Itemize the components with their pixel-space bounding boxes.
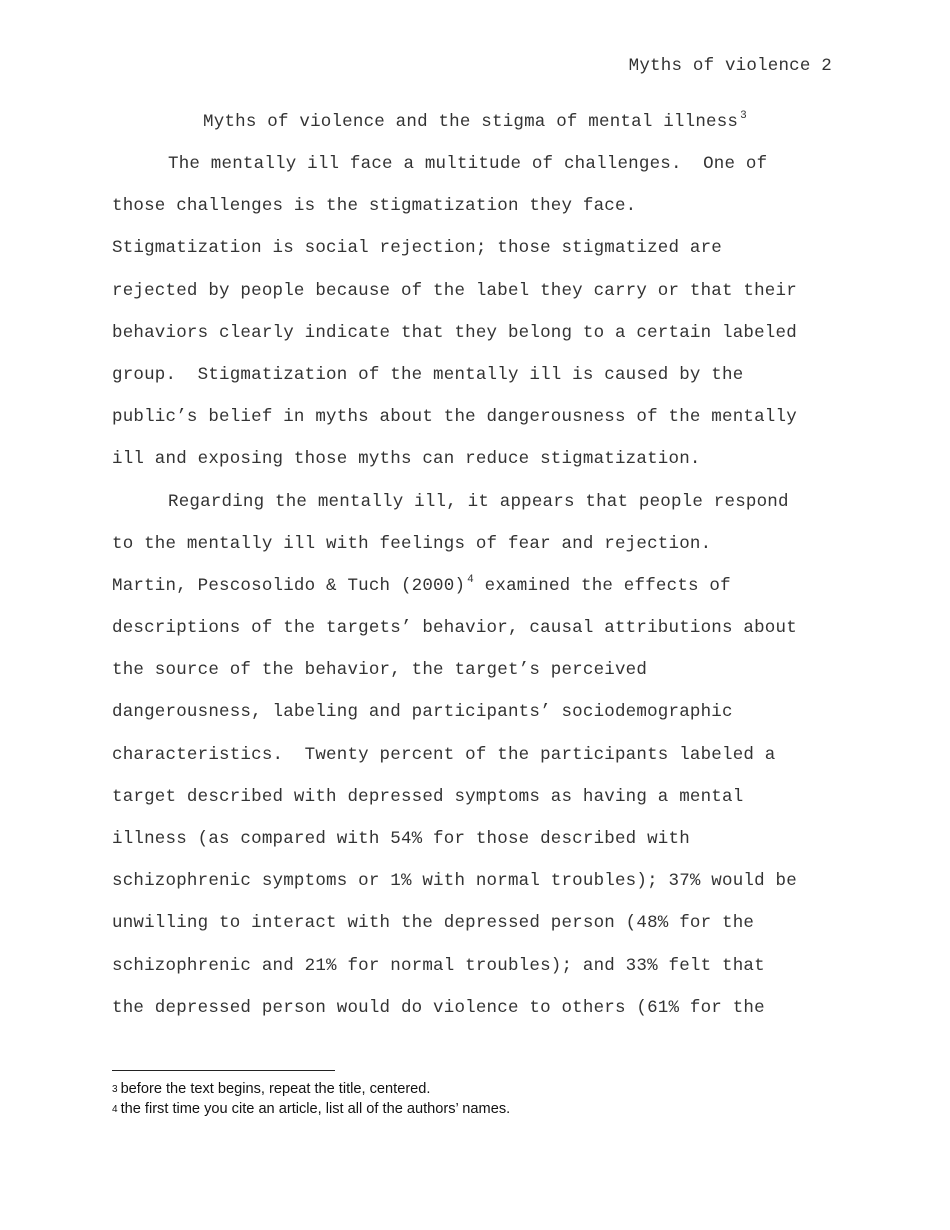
footnote-separator bbox=[112, 1070, 335, 1071]
running-head: Myths of violence 2 bbox=[628, 56, 832, 76]
text-line: group. Stigmatization of the mentally ill is caused by the bbox=[112, 364, 744, 385]
paragraph-2 bbox=[112, 481, 842, 1029]
paper-title bbox=[0, 110, 950, 134]
text-line: to the mentally ill with feelings of fear and rejection. bbox=[112, 533, 712, 554]
text-line: the depressed person would do violence to others (61% for the bbox=[112, 997, 765, 1018]
citation-continuation: examined the effects of bbox=[473, 575, 731, 596]
text-line: illness (as compared with 54% for those described with bbox=[112, 829, 690, 849]
paper-title-text: Myths of violence and the stigma of mental illness bbox=[203, 112, 739, 132]
footnote-mark: 4 bbox=[112, 1103, 118, 1115]
footnote-4 bbox=[112, 1100, 510, 1120]
citation-footnote-mark: 4 bbox=[467, 573, 474, 586]
text-line-citation bbox=[112, 565, 842, 607]
text-line: target described with depressed symptoms as having a mental bbox=[112, 786, 744, 807]
text-line: behaviors clearly indicate that they belong to a certain labeled bbox=[112, 322, 797, 343]
footnote-mark: 3 bbox=[112, 1084, 118, 1095]
footnotes bbox=[112, 1080, 510, 1119]
text-line: dangerousness, labeling and participants’ sociodemographic bbox=[112, 702, 733, 723]
text-line: public’s belief in myths about the dangerousness of the mentally bbox=[112, 407, 797, 428]
text-line: rejected by people because of the label they carry or that their bbox=[112, 280, 797, 301]
footnote-text: the first time you cite an article, list all of the authors’ names. bbox=[120, 1100, 511, 1117]
text-line: descriptions of the targets’ behavior, causal attributions about bbox=[112, 618, 797, 639]
text-line: Stigmatization is social rejection; those stigmatized are bbox=[112, 238, 722, 259]
text-line: characteristics. Twenty percent of the participants labeled a bbox=[112, 744, 776, 765]
text-line: schizophrenic symptoms or 1% with normal troubles); 37% would be bbox=[112, 871, 797, 892]
footnote-3 bbox=[112, 1080, 510, 1100]
text-line: Regarding the mentally ill, it appears that people respond bbox=[168, 491, 789, 512]
text-line: schizophrenic and 21% for normal troubles); and 33% felt that bbox=[112, 955, 765, 976]
text-line: ill and exposing those myths can reduce stigmatization. bbox=[112, 449, 701, 470]
text-line: those challenges is the stigmatization they face. bbox=[112, 196, 637, 217]
text-line: The mentally ill face a multitude of challenges. One of bbox=[168, 154, 768, 174]
citation-authors: Martin, Pescosolido & Tuch (2000) bbox=[112, 575, 466, 596]
footnote-text: before the text begins, repeat the title, centered. bbox=[120, 1081, 431, 1097]
body-text bbox=[112, 143, 842, 1029]
text-line: unwilling to interact with the depressed person (48% for the bbox=[112, 913, 755, 934]
title-footnote-mark: 3 bbox=[740, 110, 747, 122]
text-line: the source of the behavior, the target’s perceived bbox=[112, 660, 648, 681]
paragraph-1 bbox=[112, 143, 842, 481]
